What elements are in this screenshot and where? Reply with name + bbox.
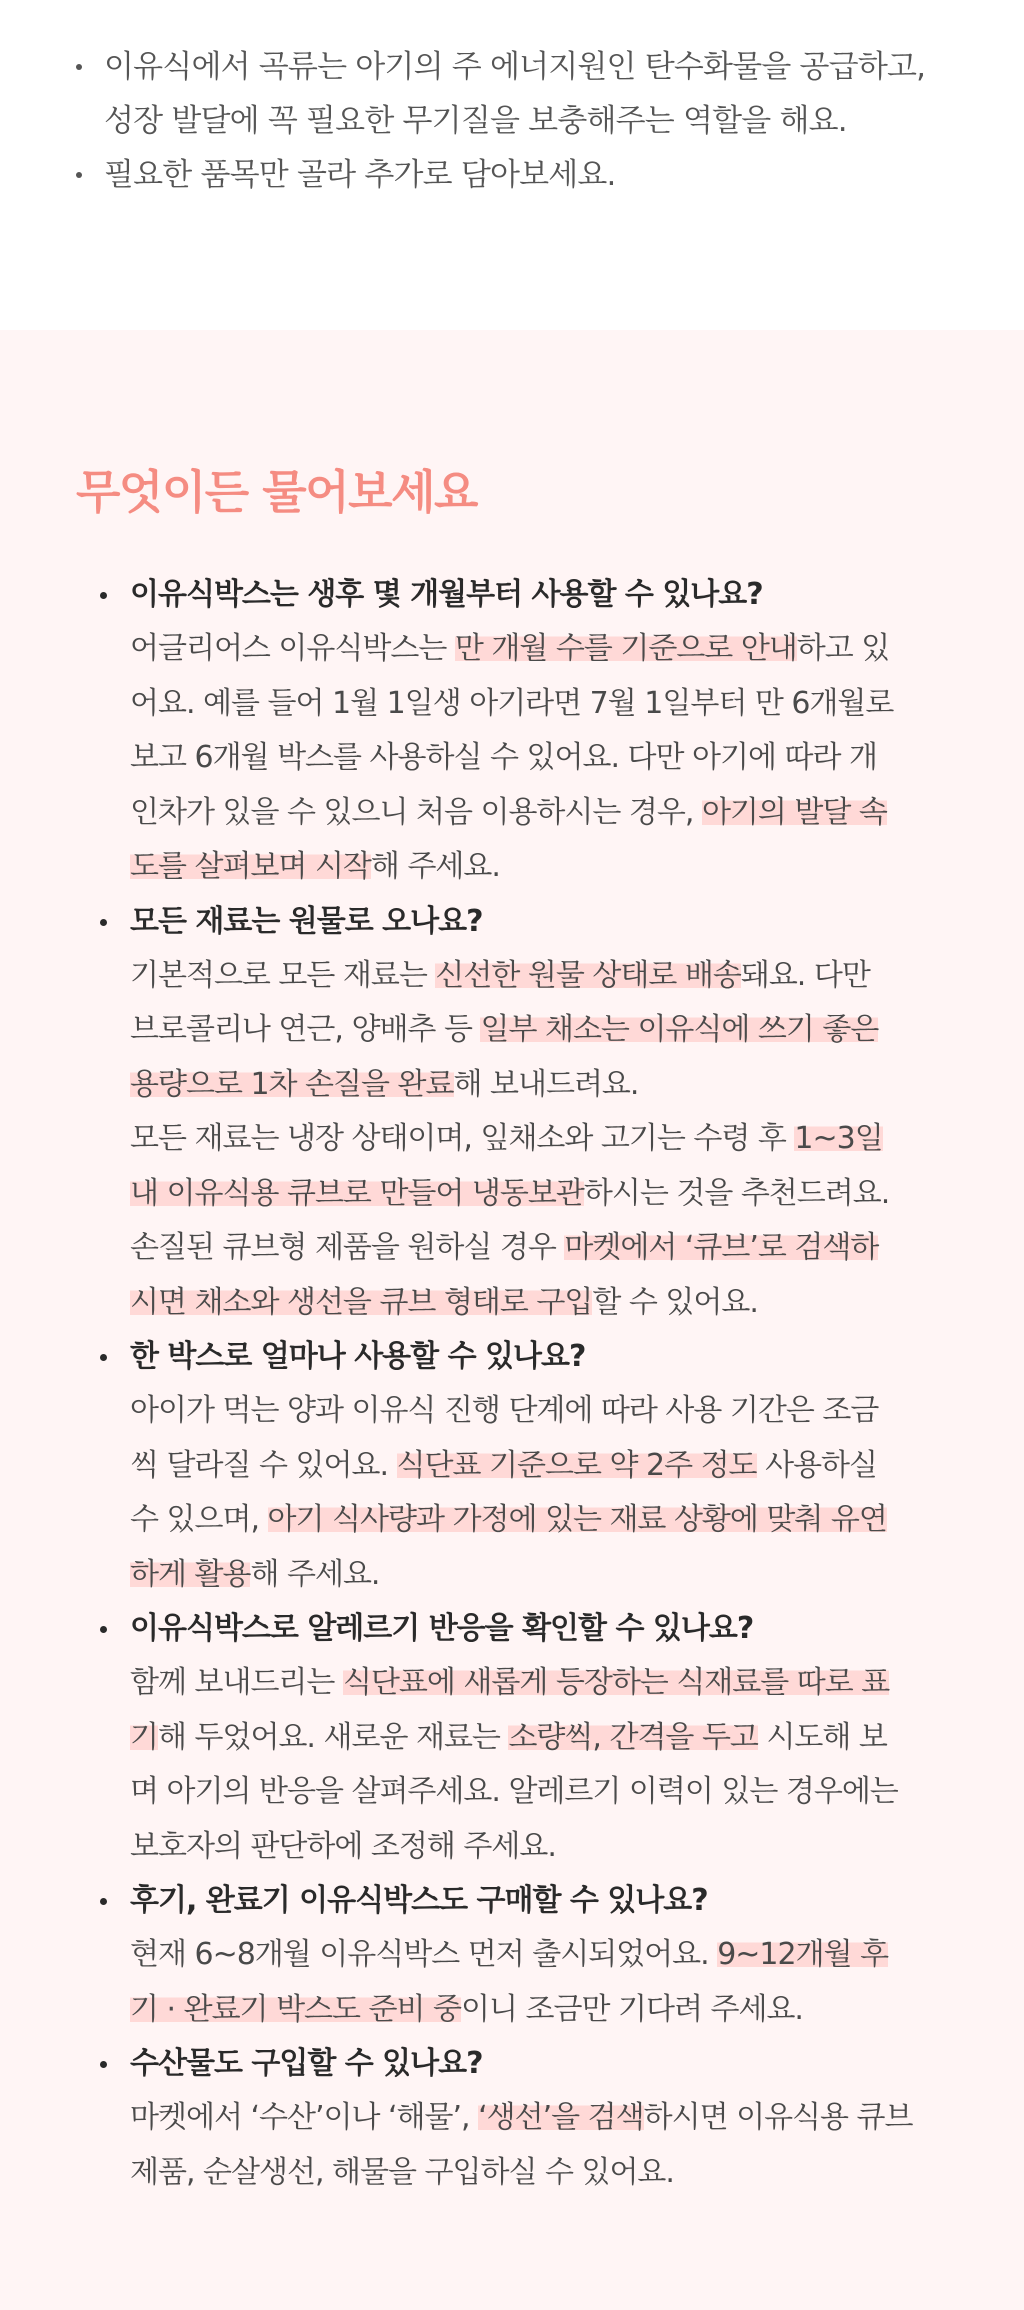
answer-text: 하시는 것을 추천드려요.: [583, 1175, 890, 1211]
intro-bullet-line: 필요한 품목만 골라 추가로 담아보세요.: [104, 157, 616, 193]
answer-text: 하고 있: [796, 631, 890, 666]
highlighted-text: 9~12개월 후: [717, 1937, 889, 1972]
faq-answer-line: [130, 1276, 1024, 1331]
answer-text: 하시면 이유식용 큐브: [643, 2100, 913, 2135]
answer-text: 손질된 큐브형 제품을 원하실 경우: [130, 1230, 565, 1265]
highlighted-text: 도를 살펴보며 시작: [130, 849, 371, 884]
answer-text: 보호자의 판단하에 조정해 주세요.: [130, 1828, 556, 1864]
faq-item: [130, 895, 1024, 1331]
faq-answer-line: [130, 1112, 1024, 1167]
answer-text: 해 두었어요. 새로운 재료는: [157, 1719, 509, 1755]
highlighted-text: 하게 활용: [130, 1556, 251, 1592]
answer-text: 돼요. 다만: [740, 957, 870, 993]
highlighted-text: 기: [130, 1719, 158, 1755]
answer-text: 보고 6개월 박스를 사용하실 수 있어요. 다만 아기에 따라 개: [130, 740, 877, 775]
answer-text: 현재 6~8개월 이유식박스 먼저 출시되었어요.: [130, 1937, 718, 1972]
faq-list: [0, 568, 1024, 2200]
faq-answer-line: [130, 1711, 1024, 1766]
answer-text: 함께 보내드리는: [130, 1665, 343, 1700]
highlighted-text: 1~3일: [794, 1121, 883, 1156]
faq-answer-line: [130, 1928, 1024, 1983]
highlighted-text: 마켓에서 ‘큐브’로 검색하: [564, 1230, 879, 1265]
faq-answer-line: [130, 1439, 1024, 1494]
faq-question: 수산물도 구입할 수 있나요?: [130, 2046, 483, 2081]
intro-bullet-list: [0, 40, 1024, 202]
highlighted-text: 식단표에 새롭게 등장하는 식재료를 따로 표: [342, 1665, 890, 1700]
answer-text: 며 아기의 반응을 살펴주세요. 알레르기 이력이 있는 경우에는: [130, 1774, 898, 1809]
faq-answer-line: [130, 1983, 1024, 2038]
faq-answer-line: [130, 1003, 1024, 1058]
intro-bullet: [104, 148, 1024, 202]
answer-text: 어요. 예를 들어 1월 1일생 아기라면 7월 1일부터 만 6개월로: [130, 685, 894, 721]
highlighted-text: 소량씩, 간격을 두고: [508, 1719, 758, 1755]
faq-answer-line: [130, 1493, 1024, 1548]
answer-text: 마켓에서 ‘수산’이나 ‘해물’,: [130, 2100, 479, 2135]
answer-text: 할 수 있어요.: [592, 1284, 758, 1320]
faq-question: 이유식박스는 생후 몇 개월부터 사용할 수 있나요?: [130, 577, 763, 612]
faq-answer-line: [130, 1221, 1024, 1276]
faq-item: [130, 568, 1024, 895]
faq-answer-line: [130, 786, 1024, 841]
answer-text: 인차가 있을 수 있으니 처음 이용하시는 경우,: [130, 794, 702, 830]
faq-answer-line: [130, 2091, 1024, 2146]
answer-text: 브로콜리나 연근, 양배추 등: [130, 1012, 481, 1047]
faq-answer-line: [130, 1656, 1024, 1711]
intro-section: [0, 0, 1024, 330]
answer-text: 시도해 보: [757, 1719, 887, 1755]
answer-text: 기본적으로 모든 재료는: [130, 957, 436, 993]
faq-answer-line: [130, 622, 1024, 677]
answer-text: 해 주세요.: [250, 1556, 380, 1592]
highlighted-text: 시면 채소와 생선을 큐브 형태로 구입: [130, 1284, 593, 1320]
faq-section: [0, 330, 1024, 2310]
intro-bullet-line: 성장 발달에 꼭 필요한 무기질을 보충해주는 역할을 해요.: [104, 103, 847, 139]
highlighted-text: 용량으로 1차 손질을 완료: [130, 1066, 454, 1102]
answer-text: 이니 조금만 기다려 주세요.: [461, 1991, 803, 2027]
highlighted-text: 만 개월 수를 기준으로 안내: [454, 631, 797, 666]
faq-answer-line: [130, 840, 1024, 895]
answer-text: 씩 달라질 수 있어요.: [130, 1447, 397, 1483]
faq-item: [130, 2037, 1024, 2200]
highlighted-text: ‘생선’을 검색: [478, 2100, 644, 2135]
faq-question: 이유식박스로 알레르기 반응을 확인할 수 있나요?: [130, 1611, 754, 1646]
faq-answer-line: [130, 1548, 1024, 1603]
faq-answer-line: [130, 1820, 1024, 1875]
faq-answer-line: [130, 1765, 1024, 1820]
faq-question: 모든 재료는 원물로 오나요?: [130, 903, 483, 939]
answer-text: 해 주세요.: [370, 849, 500, 884]
faq-item: [130, 1330, 1024, 1602]
answer-text: 제품, 순살생선, 해물을 구입하실 수 있어요.: [130, 2154, 674, 2190]
faq-title: 무엇이든 물어보세요: [76, 465, 477, 519]
highlighted-text: 아기의 발달 속: [701, 794, 887, 830]
faq-item: [130, 1602, 1024, 1874]
faq-answer-line: [130, 677, 1024, 732]
intro-bullet-line: 이유식에서 곡류는 아기의 주 에너지원인 탄수화물을 공급하고,: [104, 49, 926, 85]
faq-answer-line: [130, 949, 1024, 1004]
highlighted-text: 식단표 기준으로 약 2주 정도: [396, 1447, 757, 1483]
intro-bullet: [104, 40, 1024, 148]
highlighted-text: 내 이유식용 큐브로 만들어 냉동보관: [130, 1175, 584, 1211]
answer-text: 모든 재료는 냉장 상태이며, 잎채소와 고기는 수령 후: [130, 1121, 795, 1156]
faq-answer-line: [130, 1167, 1024, 1222]
answer-text: 어글리어스 이유식박스는: [130, 631, 455, 666]
highlighted-text: 일부 채소는 이유식에 쓰기 좋은: [480, 1012, 879, 1047]
highlighted-text: 신선한 원물 상태로 배송: [435, 957, 741, 993]
answer-text: 수 있으며,: [130, 1502, 268, 1537]
answer-text: 사용하실: [756, 1447, 878, 1483]
faq-answer-line: [130, 1384, 1024, 1439]
faq-item: [130, 1874, 1024, 2037]
faq-answer-line: [130, 2146, 1024, 2201]
faq-question: 한 박스로 얼마나 사용할 수 있나요?: [130, 1339, 586, 1374]
faq-answer-line: [130, 731, 1024, 786]
highlighted-text: 기 · 완료기 박스도 준비 중: [130, 1991, 462, 2027]
highlighted-text: 아기 식사량과 가정에 있는 재료 상황에 맞춰 유연: [267, 1502, 887, 1537]
answer-text: 해 보내드려요.: [453, 1066, 639, 1102]
faq-question: 후기, 완료기 이유식박스도 구매할 수 있나요?: [130, 1883, 708, 1918]
answer-text: 아이가 먹는 양과 이유식 진행 단계에 따라 사용 기간은 조금: [130, 1393, 879, 1428]
faq-answer-line: [130, 1058, 1024, 1113]
